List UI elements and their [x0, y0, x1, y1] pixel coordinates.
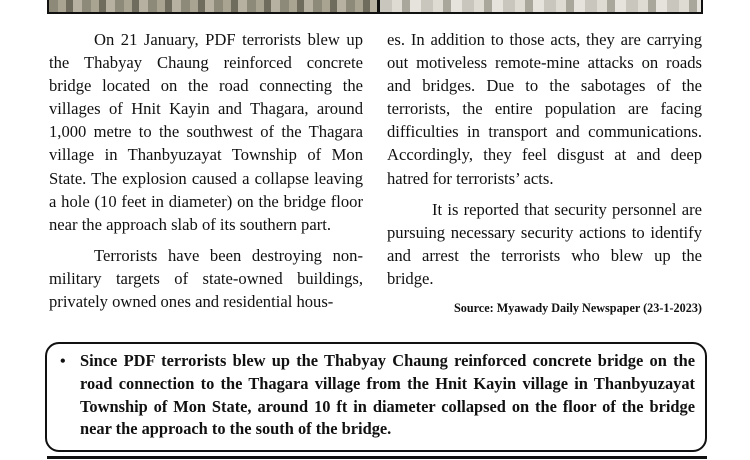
article-paragraph: es. In addition to those acts, they are carrying out motiveless remote-mine attacks on roads and bridges. Due to the sabotages of the terrorists, the entire population are facing difficulties in transport and communications. Accordingly, they feel disgust at and deep hatred for terrorists’ acts. — [387, 30, 702, 188]
bottom-divider — [47, 456, 707, 459]
article-column-left — [49, 28, 363, 313]
bridge-photo-right — [377, 0, 701, 12]
summary-text: Since PDF terrorists blew up the Thabyay Chaung reinforced concrete bridge on the road connection to the Thagara village from the Hnit Kayin village in Thanbyuzayat Township of Mon State, around 10 ft in diameter collapsed on the floor of the bridge near the approach to the south of the bridge. — [80, 351, 695, 439]
article-paragraph: On 21 January, PDF terrorists blew up the Thabyay Chaung reinforced concrete bridge located on the road connecting the villages of Hnit Kayin and Thagara, around 1,000 metre to the southwest of the Thagara village in Thanbyuzayat Township of Mon State. The explosion caused a collapse leaving a hole (10 feet in diameter) on the bridge floor near the approach slab of its southern part. — [49, 30, 363, 234]
photo-strip — [47, 0, 703, 14]
bridge-photo-left — [49, 0, 377, 12]
bullet-point: • — [60, 353, 66, 370]
article-column-right — [387, 28, 702, 320]
source-citation: Source: Myawady Daily Newspaper (23-1-2023) — [453, 301, 702, 316]
summary-box — [45, 342, 707, 452]
article-paragraph: It is reported that security personnel are pursuing necessary security actions to identify and arrest the terrorists who blew up the bridge. — [387, 199, 702, 288]
article-paragraph: Terrorists have been destroying non-military targets of state-owned buildings, privately owned ones and residential hous- — [49, 245, 363, 312]
